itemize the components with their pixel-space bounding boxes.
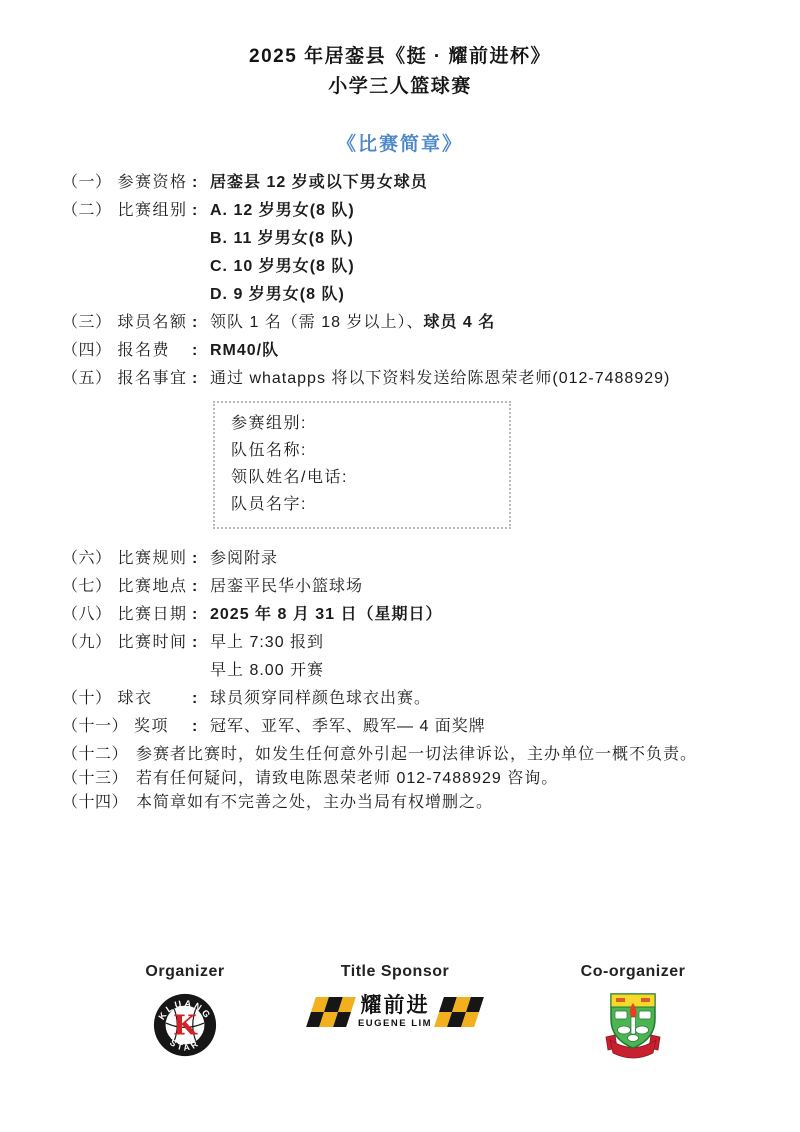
list-item: [62, 201, 762, 221]
item-label: 报名费: [117, 342, 171, 359]
eugene-lim-logo: [302, 995, 488, 1029]
rules-list: [62, 173, 762, 812]
item-colon: :: [192, 174, 198, 191]
form-line-leader: 领队姓名/电话:: [231, 469, 348, 486]
item-label: 比赛规则: [117, 550, 188, 567]
list-item: [62, 341, 762, 361]
list-item: [62, 633, 762, 653]
item-number: （四）: [62, 342, 112, 359]
logo-arc-bottom-text: STAR: [167, 1037, 203, 1053]
form-line-players: 队员名字:: [231, 496, 307, 513]
group-line-c: C. 10 岁男女(8 队): [210, 258, 355, 275]
item-value: RM40/队: [210, 342, 280, 359]
item-label: 报名事宜: [117, 370, 188, 387]
item-number: （十二）: [62, 746, 129, 763]
item-colon: :: [192, 202, 198, 219]
item-number: （一）: [62, 174, 112, 191]
item-number: （八）: [62, 606, 112, 623]
item-number: （七）: [62, 578, 112, 595]
sponsor-wordmark: [358, 995, 432, 1029]
item-value: 通过 whatapps 将以下资料发送给陈恩荣老师(012-7488929): [210, 370, 671, 387]
item-value: 参阅附录: [210, 550, 279, 567]
item-colon: :: [192, 690, 198, 707]
co-organizer-label: Co-organizer: [580, 963, 686, 980]
kluang-star-logo: [118, 991, 252, 1059]
list-item: [62, 689, 762, 709]
form-line-team-name: 队伍名称:: [231, 442, 307, 459]
group-line-b: B. 11 岁男女(8 队): [210, 230, 354, 247]
item-number: （十三）: [62, 770, 129, 787]
item-colon: :: [192, 550, 198, 567]
item-value: A. 12 岁男女(8 队): [210, 202, 355, 219]
subtitle: 《比赛简章》: [336, 134, 463, 155]
item-colon: :: [192, 606, 198, 623]
title-line-2: 小学三人篮球赛: [328, 76, 472, 97]
note-text: 本简章如有不完善之处，主办当局有权增删之。: [136, 794, 494, 811]
co-organizer-block: [566, 963, 700, 1063]
item-label: 比赛地点: [117, 578, 188, 595]
item-number: （三）: [62, 314, 112, 331]
item-number: （五）: [62, 370, 112, 387]
logo-letter-k: K: [173, 1009, 197, 1042]
list-item: [62, 549, 762, 569]
page-title: [0, 0, 800, 102]
kluang-star-badge-icon: [151, 991, 219, 1059]
item-number: （十四）: [62, 794, 129, 811]
item-label: 球员名额: [117, 314, 188, 331]
list-item: [62, 173, 762, 193]
item-value: 冠军、亚军、季军、殿军— 4 面奖牌: [210, 718, 486, 735]
item-label: 比赛日期: [117, 606, 188, 623]
checkered-flag-left-icon: [306, 997, 356, 1027]
registration-form-box: [213, 401, 511, 529]
item-value: 居銮平民华小篮球场: [210, 578, 364, 595]
item-number: （十）: [62, 690, 112, 707]
item-colon: :: [192, 578, 198, 595]
title-sponsor-block: [302, 963, 488, 1029]
note-text: 若有任何疑问，请致电陈恩荣老师 012-7488929 咨询。: [136, 770, 559, 787]
time-line-2: 早上 8.00 开赛: [210, 662, 325, 679]
item-value: 球员须穿同样颜色球衣出赛。: [210, 690, 432, 707]
list-item: [62, 369, 762, 389]
list-item: [62, 605, 762, 625]
list-item: [62, 313, 762, 333]
school-crest-logo: [566, 991, 700, 1063]
item-value-part2: 球员 4 名: [423, 314, 496, 331]
item-value: 早上 7:30 报到: [210, 634, 325, 651]
sponsor-chinese-name: 耀前进: [360, 994, 430, 1017]
item-colon: :: [192, 342, 198, 359]
note-item: [62, 793, 762, 812]
item-value: 居銮县 12 岁或以下男女球员: [210, 174, 428, 191]
list-item: [62, 577, 762, 597]
item-colon: :: [192, 370, 198, 387]
form-line-group: 参赛组别:: [231, 415, 307, 432]
item-value: [210, 313, 762, 333]
group-line-d: D. 9 岁男女(8 队): [210, 286, 345, 303]
item-label: 比赛组别: [117, 202, 188, 219]
list-item: [62, 717, 762, 737]
organizer-label: Organizer: [145, 963, 225, 980]
item-label: 奖项: [134, 718, 170, 735]
organizer-block: [118, 963, 252, 1059]
item-colon: :: [192, 314, 198, 331]
title-line-1: 2025 年居銮县《挺 · 耀前进杯》: [249, 46, 551, 67]
title-sponsor-label: Title Sponsor: [340, 963, 450, 980]
logo-arc-top-text: KLUANG: [156, 998, 214, 1022]
checkered-flag-right-icon: [434, 997, 484, 1027]
item-label: 参赛资格: [117, 174, 188, 191]
item-label: 比赛时间: [117, 634, 188, 651]
item-number: （九）: [62, 634, 112, 651]
note-item: [62, 745, 762, 764]
school-crest-icon: [604, 991, 662, 1063]
item-label: 球衣: [117, 690, 153, 707]
item-value-part1: 领队 1 名（需 18 岁以上）、: [210, 314, 424, 331]
item-colon: :: [192, 634, 198, 651]
item-number: （六）: [62, 550, 112, 567]
note-text: 参赛者比赛时，如发生任何意外引起一切法律诉讼，主办单位一概不负责。: [136, 746, 698, 763]
sponsor-english-name: EUGENE LIM: [357, 1018, 433, 1029]
item-value: 2025 年 8 月 31 日（星期日）: [210, 606, 443, 623]
item-colon: :: [192, 718, 198, 735]
item-number: （十一）: [62, 718, 129, 735]
note-item: [62, 769, 762, 788]
item-number: （二）: [62, 202, 112, 219]
